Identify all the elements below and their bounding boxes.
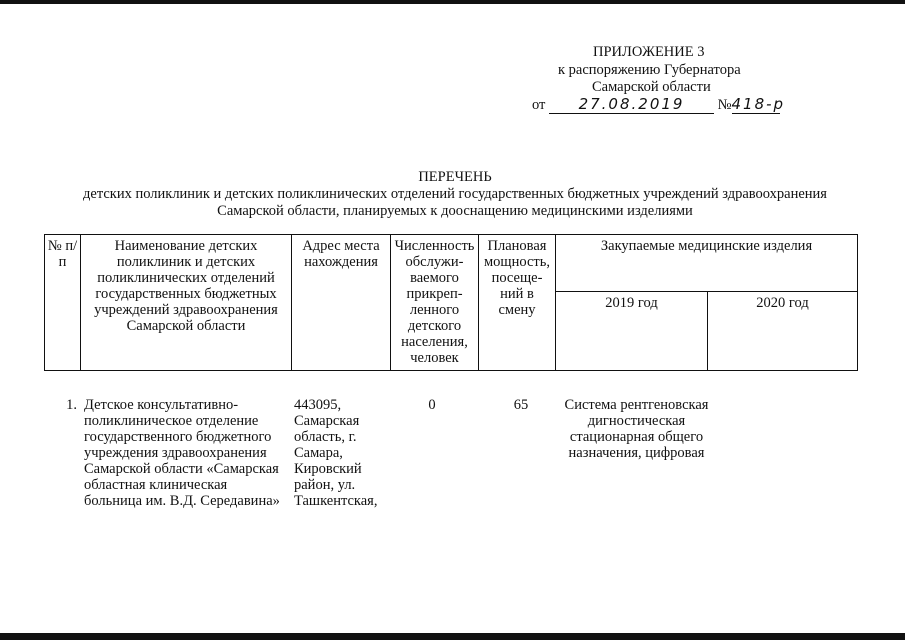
scan-edge-bottom bbox=[0, 633, 905, 640]
header-purchased: Закупаемые медицинские изделия bbox=[556, 235, 858, 292]
header-address: Адрес места нахождения bbox=[292, 235, 391, 371]
appendix-date-line bbox=[532, 95, 786, 114]
row-num: 1. bbox=[66, 397, 77, 413]
scan-edge-top bbox=[0, 0, 905, 4]
document-title: ПЕРЕЧЕНЬ bbox=[418, 169, 492, 185]
row-devices-2019: Система рентгеновская дигностическая стационарная общего назначения, цифровая bbox=[564, 397, 709, 461]
devices-header-table bbox=[44, 234, 858, 371]
number-value: 418-р bbox=[731, 95, 786, 113]
row-population: 0 bbox=[428, 397, 436, 413]
appendix-line-2: к распоряжению Губернатора bbox=[558, 62, 741, 78]
header-num: № п/п bbox=[45, 235, 81, 371]
header-year-2020: 2020 год bbox=[708, 292, 858, 371]
document-subtitle-line-2: Самарской области, планируемых к дооснащению медицинскими изделиями bbox=[217, 203, 693, 219]
header-name: Наименование детских поликлиник и детских поликлинических отделений государственных бюджетных учреждений здравоохранения Самарской области bbox=[81, 235, 292, 371]
header-year-2019: 2019 год bbox=[556, 292, 708, 371]
date-prefix: от bbox=[532, 97, 546, 113]
number-prefix: № bbox=[717, 97, 732, 113]
appendix-line-3: Самарской области bbox=[592, 79, 711, 95]
row-address: 443095, Самарская область, г. Самара, Кировский район, ул. Ташкентская, bbox=[294, 397, 378, 509]
appendix-title: ПРИЛОЖЕНИЕ 3 bbox=[593, 44, 705, 60]
document-subtitle-line-1: детских поликлиник и детских поликлинических отделений государственных бюджетных учреждений здравоохранения bbox=[83, 186, 827, 202]
date-value: 27.08.2019 bbox=[549, 96, 714, 114]
header-capacity: Плановая мощность, посеще-ний в смену bbox=[479, 235, 556, 371]
row-name: Детское консультативно-поликлиническое отделение государственного бюджетного учреждения здравоохранения Самарской области «Самарская областная клиническая больница им. В.Д. Середавина» bbox=[84, 397, 280, 509]
header-population: Численность обслужи-ваемого прикреп-ленного детского населения, человек bbox=[391, 235, 479, 371]
row-capacity: 65 bbox=[513, 397, 529, 413]
